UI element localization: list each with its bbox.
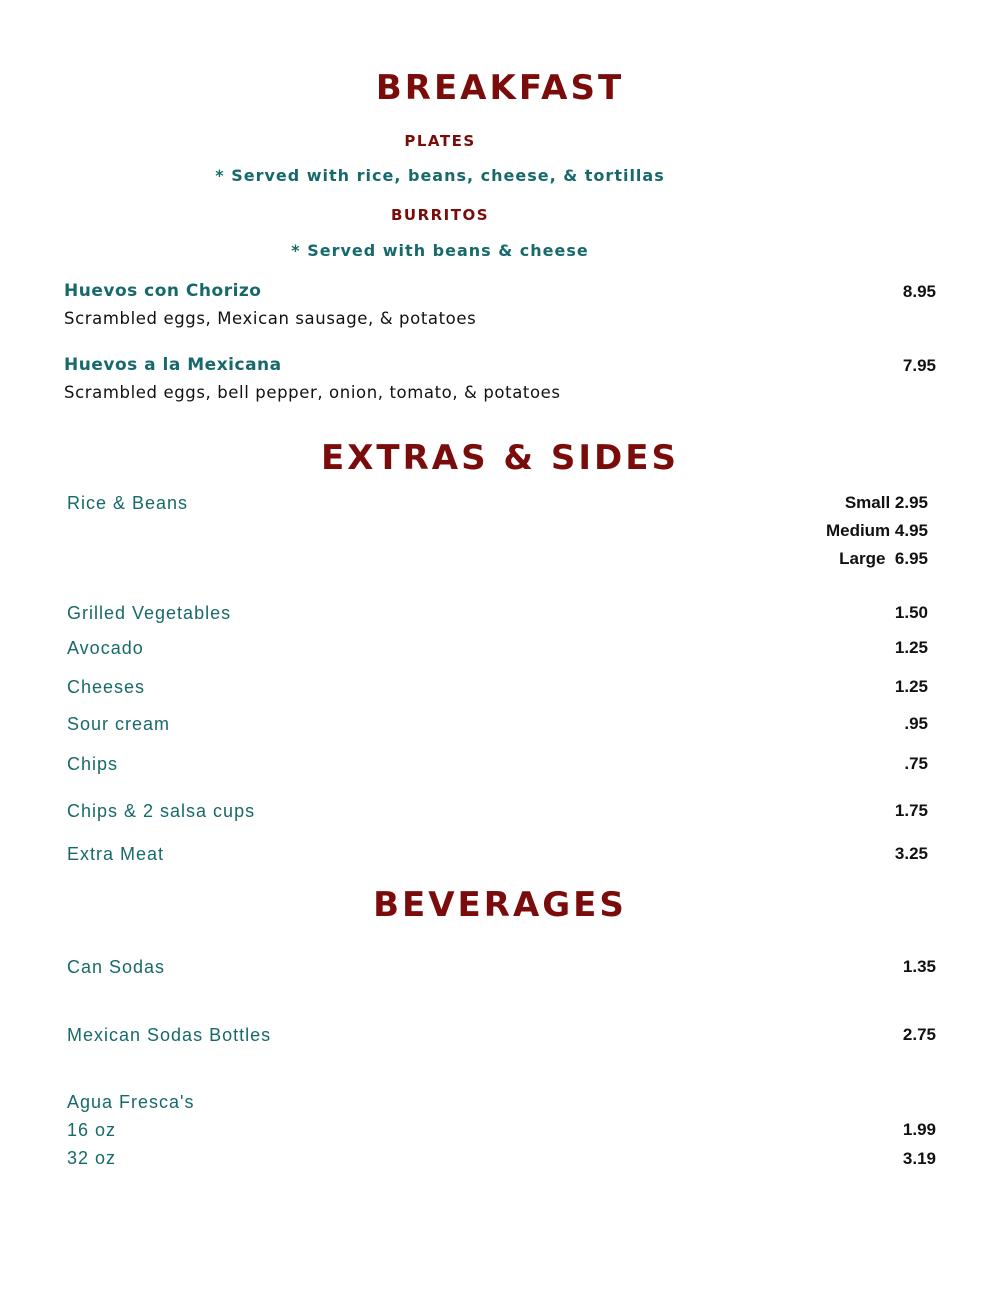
item-name: Sour cream [67, 714, 171, 734]
item-name: Avocado [67, 638, 144, 658]
beverage-size: 32 oz [67, 1148, 117, 1168]
breakfast-heading: BREAKFAST [375, 68, 625, 108]
item-price: .95 [904, 714, 928, 733]
item-price: 1.50 [894, 603, 928, 622]
dish-name: Huevos con Chorizo [64, 281, 262, 301]
item-name: Cheeses [67, 677, 146, 697]
beverage-name: Can Sodas [67, 957, 166, 977]
item-name: Extra Meat [67, 844, 165, 864]
item-price: 3.25 [894, 844, 928, 863]
dish-description: Scrambled eggs, Mexican sausage, & potatoes [64, 309, 477, 328]
beverage-price: 1.35 [902, 957, 936, 976]
extras-heading: EXTRAS & SIDES [320, 438, 679, 478]
dish-price: 8.95 [902, 282, 936, 301]
burritos-label: BURRITOS [390, 206, 490, 224]
item-price: .75 [904, 754, 928, 773]
burritos-note: * Served with beans & cheese [291, 241, 589, 260]
size-price: Large 6.95 [839, 549, 928, 568]
size-price: Medium 4.95 [825, 521, 928, 540]
beverage-price: 1.99 [902, 1120, 936, 1139]
beverage-name: Mexican Sodas Bottles [67, 1025, 272, 1045]
beverage-price: 2.75 [902, 1025, 936, 1044]
dish-price: 7.95 [902, 356, 936, 375]
dish-description: Scrambled eggs, bell pepper, onion, tomato, & potatoes [64, 383, 561, 402]
size-price: Small 2.95 [844, 493, 928, 512]
item-price: 1.75 [894, 801, 928, 820]
item-name: Rice & Beans [67, 493, 189, 513]
item-name: Chips & 2 salsa cups [67, 801, 256, 821]
plates-note: * Served with rice, beans, cheese, & tortillas [215, 166, 665, 185]
beverage-name: Agua Fresca's [67, 1092, 195, 1112]
beverage-size: 16 oz [67, 1120, 117, 1140]
item-name: Chips [67, 754, 119, 774]
dish-name: Huevos a la Mexicana [64, 355, 282, 375]
item-price: 1.25 [894, 638, 928, 657]
item-name: Grilled Vegetables [67, 603, 232, 623]
beverage-price: 3.19 [902, 1149, 936, 1168]
item-price: 1.25 [894, 677, 928, 696]
beverages-heading: BEVERAGES [373, 885, 627, 925]
plates-label: PLATES [404, 132, 476, 150]
